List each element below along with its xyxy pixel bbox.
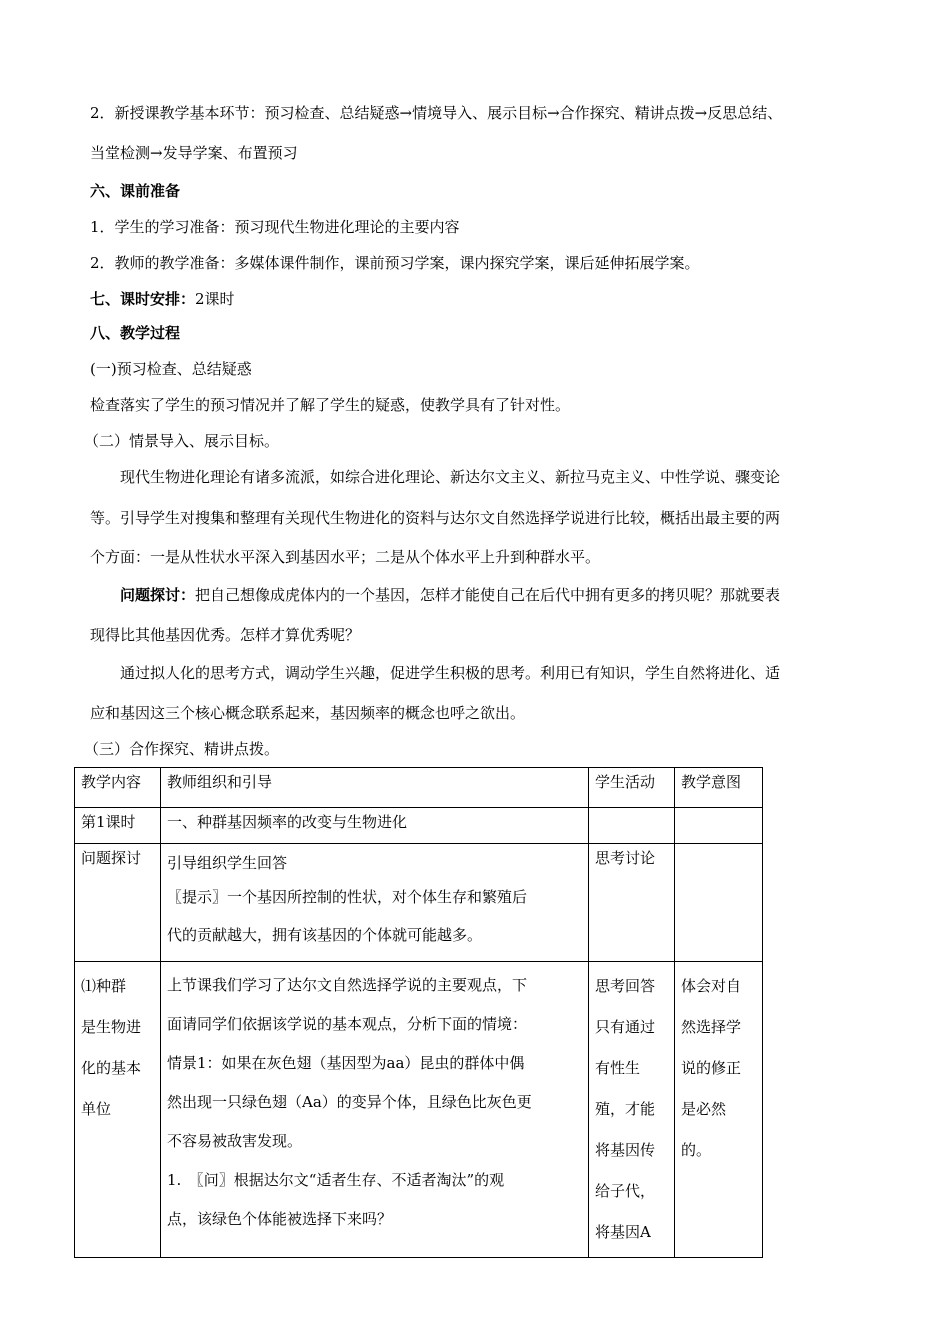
cell-topic: 一、种群基因频率的改变与生物进化 <box>161 808 589 844</box>
heading-schedule <box>90 289 235 309</box>
cell-line: ⑴种群 <box>81 977 127 995</box>
heading-process: 八、教学过程 <box>90 324 181 342</box>
cell-empty <box>589 808 675 844</box>
cell-line: 殖，才能 <box>595 1100 656 1118</box>
paragraph-basic-steps-line1: 2．新授课教学基本环节：预习检查、总结疑惑→情境导入、展示目标→合作探究、精讲点拨→反思总结、 <box>90 104 783 122</box>
cell-line: 的。 <box>681 1141 712 1159</box>
cell-population-unit <box>75 962 161 1258</box>
table-row <box>75 844 763 962</box>
cell-line: 给子代， <box>595 1182 656 1200</box>
cell-line: 然出现一只绿色翅（Aa）的变异个体，且绿色比灰色更 <box>167 1093 532 1111</box>
question-line2: 现得比其他基因优秀。怎样才算优秀呢？ <box>90 626 361 644</box>
table-row <box>75 808 763 844</box>
cell-line: 是必然 <box>681 1100 727 1118</box>
question-line1 <box>120 585 780 605</box>
intro-line1: 现代生物进化理论有诸多流派，如综合进化理论、新达尔文主义、新拉马克主义、中性学说、骤变论 <box>120 468 781 486</box>
section-1-text: 检查落实了学生的预习情况并了解了学生的疑惑，使教学具有了针对性。 <box>90 396 571 414</box>
cell-scenario <box>161 962 589 1258</box>
cell-question-discussion: 问题探讨 <box>75 844 161 962</box>
cell-line: 面请同学们依据该学说的基本观点，分析下面的情境： <box>167 1015 528 1033</box>
cell-line: 单位 <box>81 1100 112 1118</box>
question-text: 把自己想像成虎体内的一个基因，怎样才能使自己在后代中拥有更多的拷贝呢？那就要表 <box>195 586 781 604</box>
cell-line: 只有通过 <box>595 1018 656 1036</box>
table-row <box>75 962 763 1258</box>
prep-teacher: 2．教师的教学准备：多媒体课件制作，课前预习学案，课内探究学案，课后延伸拓展学案。 <box>90 254 700 272</box>
think-line1: 通过拟人化的思考方式，调动学生兴趣，促进学生积极的思考。利用已有知识，学生自然将进化、适 <box>120 664 781 682</box>
header-student: 学生活动 <box>589 768 675 808</box>
table-header-row <box>75 768 763 808</box>
intro-line3: 个方面：一是从性状水平深入到基因水平；二是从个体水平上升到种群水平。 <box>90 548 601 566</box>
guidance-line: 引导组织学生回答 <box>167 854 288 872</box>
cell-line: 化的基本 <box>81 1059 142 1077</box>
heading-schedule-value: 2课时 <box>195 290 235 308</box>
heading-schedule-label: 七、课时安排： <box>90 290 196 308</box>
cell-line: 有性生 <box>595 1059 641 1077</box>
section-3-title: （三）合作探究、精讲点拨。 <box>84 740 280 758</box>
cell-line: 1. 〖问〗根据达尔文“适者生存、不适者淘汰”的观 <box>167 1171 505 1189</box>
cell-lesson: 第1课时 <box>75 808 161 844</box>
cell-line: 将基因传 <box>595 1141 656 1159</box>
header-content: 教学内容 <box>75 768 161 808</box>
think-line2: 应和基因这三个核心概念联系起来，基因频率的概念也呼之欲出。 <box>90 704 526 722</box>
cell-line: 将基因A <box>595 1223 651 1241</box>
cell-line: 是生物进 <box>81 1018 142 1036</box>
lesson-table <box>74 767 763 1258</box>
section-2-title: （二）情景导入、展示目标。 <box>84 432 280 450</box>
cell-line: 说的修正 <box>681 1059 742 1077</box>
hint-line: 〖提示〗一个基因所控制的性状，对个体生存和繁殖后 <box>167 888 528 906</box>
cell-line: 然选择学 <box>681 1018 742 1036</box>
paragraph-basic-steps-line2: 当堂检测→发导学案、布置预习 <box>90 144 298 162</box>
prep-student: 1．学生的学习准备：预习现代生物进化理论的主要内容 <box>90 218 460 236</box>
cell-student-answer <box>589 962 675 1258</box>
cell-line: 思考回答 <box>595 977 656 995</box>
hint-line: 代的贡献越大，拥有该基因的个体就可能越多。 <box>167 926 483 944</box>
heading-preparation: 六、课前准备 <box>90 182 181 200</box>
cell-empty <box>675 808 763 844</box>
cell-line: 点，该绿色个体能被选择下来吗？ <box>167 1210 393 1228</box>
cell-intent <box>675 962 763 1258</box>
question-label: 问题探讨： <box>120 586 196 604</box>
cell-line: 不容易被敌害发现。 <box>167 1132 303 1150</box>
cell-student-activity: 思考讨论 <box>589 844 675 962</box>
cell-line: 上节课我们学习了达尔文自然选择学说的主要观点，下 <box>167 976 528 994</box>
header-intent: 教学意图 <box>675 768 763 808</box>
cell-line: 情景1：如果在灰色翅（基因型为aa）昆虫的群体中偶 <box>167 1054 525 1072</box>
cell-line: 体会对自 <box>681 977 742 995</box>
intro-line2: 等。引导学生对搜集和整理有关现代生物进化的资料与达尔文自然选择学说进行比较，概括出最主要的两 <box>90 509 781 527</box>
cell-empty <box>675 844 763 962</box>
cell-teacher-guidance <box>161 844 589 962</box>
header-teacher: 教师组织和引导 <box>161 768 589 808</box>
section-1-title: (一)预习检查、总结疑惑 <box>90 360 252 378</box>
